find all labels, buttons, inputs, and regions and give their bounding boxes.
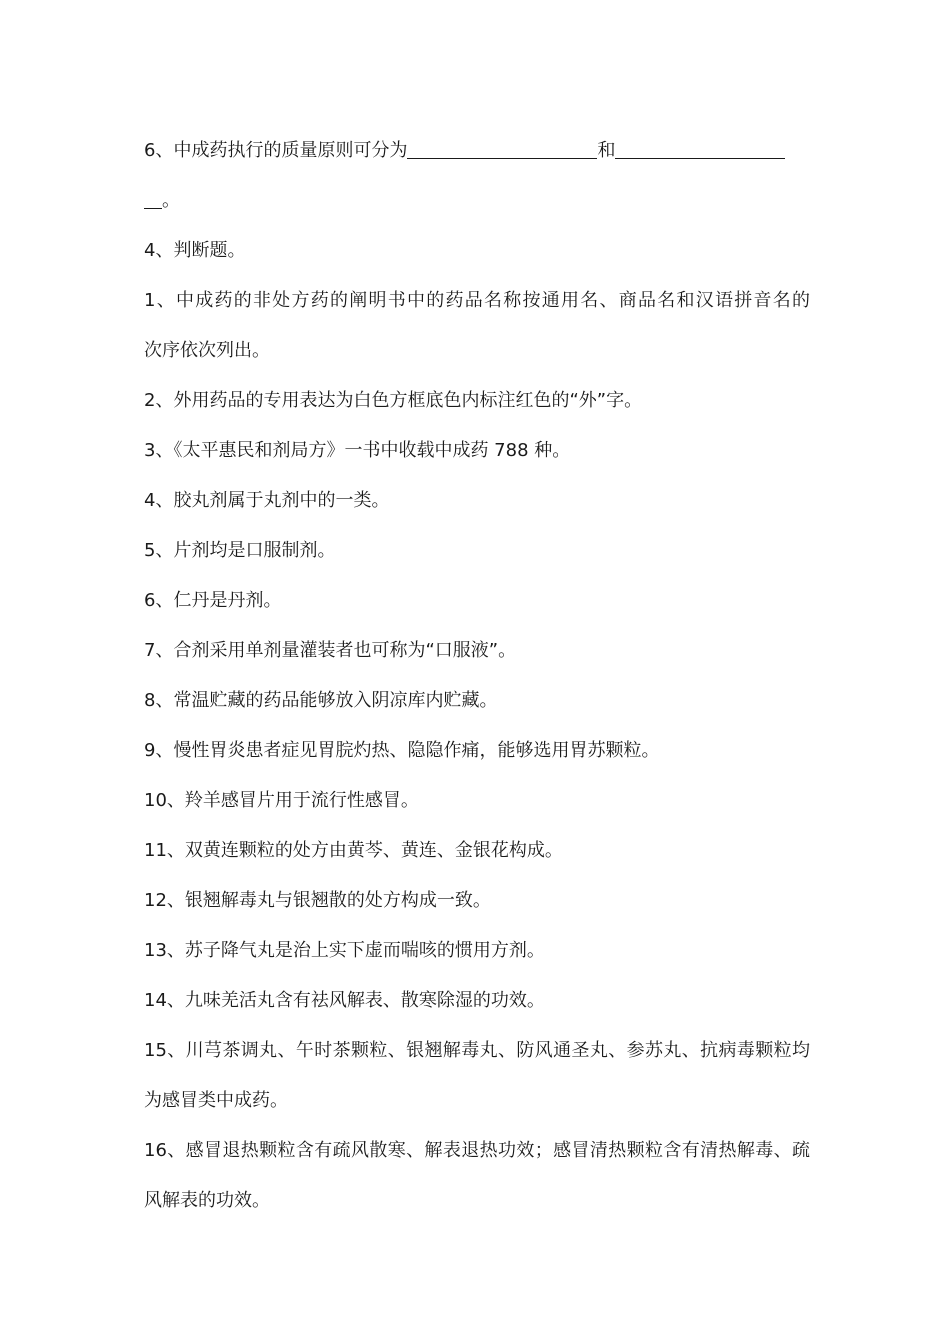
question-item: 15、川芎茶调丸、午时茶颗粒、银翘解毒丸、防风通圣丸、参苏丸、抗病毒颗粒均: [144, 1040, 810, 1061]
fill-question-6-continued: [144, 176, 810, 226]
section-heading: 4、判断题。: [144, 240, 246, 261]
answer-blank-1: [407, 138, 597, 159]
question-item: 13、苏子降气丸是治上实下虚而喘咳的惯用方剂。: [144, 940, 545, 961]
question-item-continued: 次序依次列出。: [144, 340, 270, 361]
question-item: 9、慢性胃炎患者症见胃脘灼热、隐隐作痛，能够选用胃苏颗粒。: [144, 740, 660, 761]
fill-question-middle: 和: [597, 140, 616, 161]
question-item: 5、片剂均是口服制剂。: [144, 540, 336, 561]
document-body: [144, 126, 810, 1226]
question-item-continued: 为感冒类中成药。: [144, 1090, 288, 1111]
question-item: 7、合剂采用单剂量灌装者也可称为“口服液”。: [144, 640, 517, 661]
question-item: 16、感冒退热颗粒含有疏风散寒、解表退热功效；感冒清热颗粒含有清热解毒、疏: [144, 1140, 810, 1161]
question-item: 6、仁丹是丹剂。: [144, 590, 282, 611]
question-item: 11、双黄连颗粒的处方由黄芩、黄连、金银花构成。: [144, 840, 563, 861]
question-item: 4、胶丸剂属于丸剂中的一类。: [144, 490, 390, 511]
question-item: 1、中成药的非处方药的阐明书中的药品名称按通用名、商品名和汉语拼音名的: [144, 290, 810, 311]
fill-question-6: [144, 126, 810, 176]
question-item: 8、常温贮藏的药品能够放入阴凉库内贮藏。: [144, 690, 498, 711]
question-item: 12、银翘解毒丸与银翘散的处方构成一致。: [144, 890, 491, 911]
question-item: 10、羚羊感冒片用于流行性感冒。: [144, 790, 419, 811]
answer-blank-2-tail: [144, 188, 162, 209]
question-item: 3、《太平惠民和剂局方》一书中收载中成药 788 种。: [144, 440, 571, 461]
fill-question-suffix: 。: [162, 190, 180, 211]
answer-blank-2: [615, 138, 785, 159]
question-item: 14、九味羌活丸含有祛风解表、散寒除湿的功效。: [144, 990, 545, 1011]
question-item: 2、外用药品的专用表达为白色方框底色内标注红色的“外”字。: [144, 390, 643, 411]
fill-question-prefix: 6、中成药执行的质量原则可分为: [144, 140, 408, 161]
question-item-continued: 风解表的功效。: [144, 1190, 270, 1211]
